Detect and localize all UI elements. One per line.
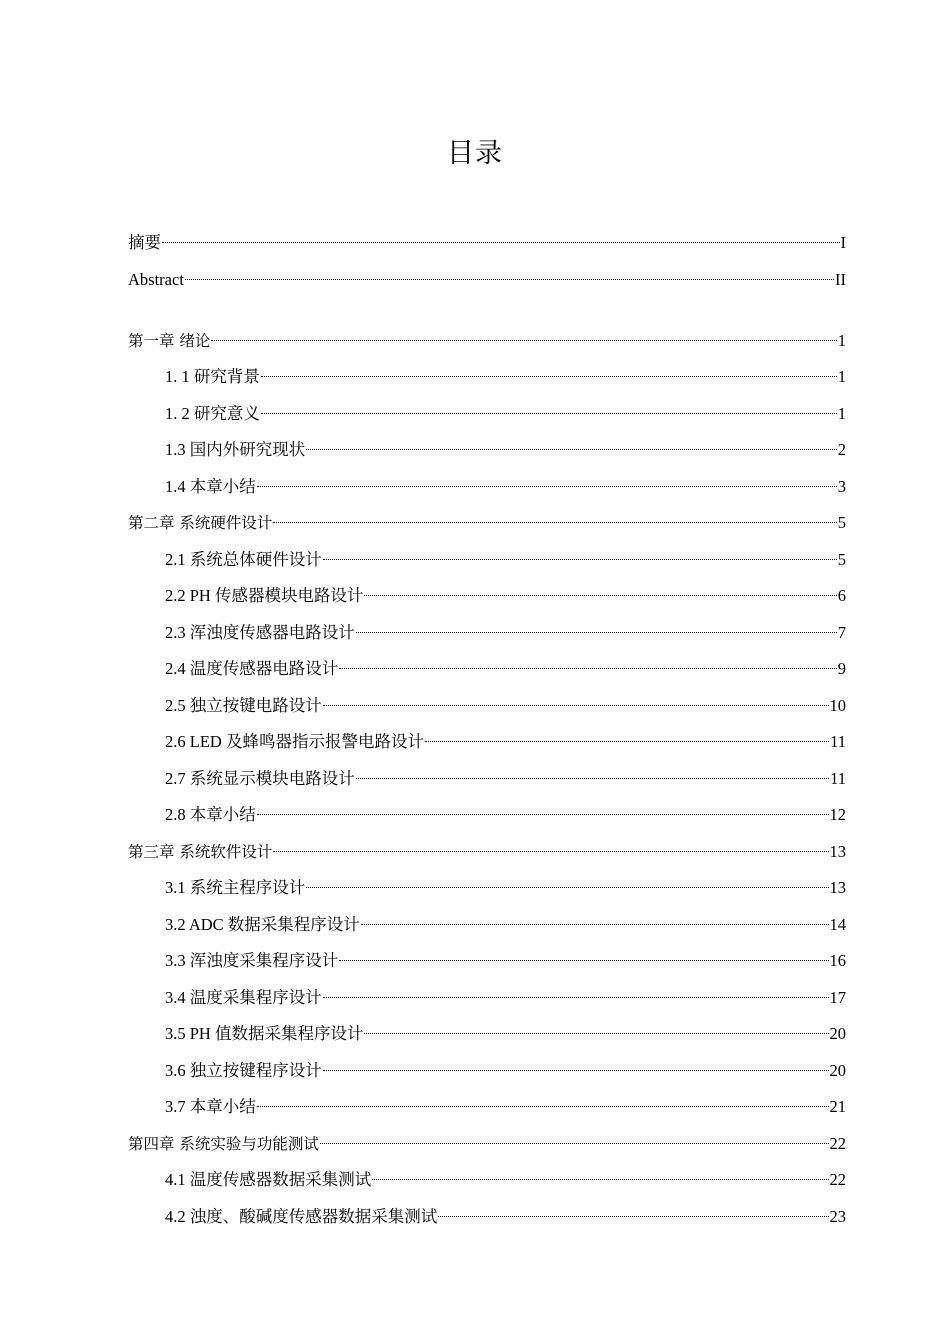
toc-entry-page-number: 11 <box>830 769 846 788</box>
toc-entry-page-number: 9 <box>837 659 846 678</box>
toc-entry[interactable] <box>165 1167 846 1193</box>
toc-dot-leader <box>162 241 840 243</box>
toc-entry-label: 2.2 PH 传感器模块电路设计 <box>165 586 364 605</box>
toc-entry-page-number: 13 <box>829 842 846 861</box>
toc-dot-leader <box>339 667 837 669</box>
toc-entry[interactable] <box>128 328 846 354</box>
toc-dot-leader <box>323 704 829 706</box>
toc-entry[interactable] <box>165 474 846 500</box>
toc-entry-label: 2.5 独立按键电路设计 <box>165 696 322 715</box>
toc-entry-label: 第四章 系统实验与功能测试 <box>128 1135 319 1153</box>
toc-dot-leader <box>372 1178 828 1180</box>
toc-entry[interactable] <box>165 912 846 938</box>
toc-entry-page-number: 23 <box>829 1207 846 1226</box>
toc-dot-leader <box>273 521 836 523</box>
toc-entry-label: 1.4 本章小结 <box>165 477 256 496</box>
toc-entry[interactable] <box>165 729 846 755</box>
toc-dot-leader <box>364 1032 828 1034</box>
toc-entry[interactable] <box>165 437 846 463</box>
toc-entry-page-number: 5 <box>837 513 846 532</box>
toc-entry-label: 2.6 LED 及蜂鸣器指示报警电路设计 <box>165 732 424 751</box>
toc-dot-leader <box>185 278 834 280</box>
toc-dot-leader <box>364 594 836 596</box>
toc-entry-label: 1. 1 研究背景 <box>165 367 260 386</box>
toc-entry-label: 第三章 系统软件设计 <box>128 843 273 861</box>
toc-entry[interactable] <box>165 766 846 792</box>
toc-entry-label: 3.6 独立按键程序设计 <box>165 1061 322 1080</box>
toc-entry-label: 3.5 PH 值数据采集程序设计 <box>165 1024 364 1043</box>
toc-entry-page-number: 1 <box>837 404 846 423</box>
toc-dot-leader <box>273 850 828 852</box>
toc-entry-page-number: 6 <box>837 586 846 605</box>
toc-entry-page-number: I <box>840 233 846 252</box>
toc-entry[interactable] <box>128 1131 846 1157</box>
toc-entry[interactable] <box>165 875 846 901</box>
toc-entry-label: 2.8 本章小结 <box>165 805 256 824</box>
toc-entry[interactable] <box>165 1021 846 1047</box>
toc-entry[interactable] <box>165 364 846 390</box>
toc-entry-page-number: II <box>835 270 846 289</box>
toc-dot-leader <box>257 813 829 815</box>
toc-entry[interactable] <box>165 401 846 427</box>
toc-entry-label: 3.1 系统主程序设计 <box>165 878 306 897</box>
toc-entry[interactable] <box>165 547 846 573</box>
toc-dot-leader <box>339 959 828 961</box>
toc-entry-label: 2.4 温度传感器电路设计 <box>165 659 339 678</box>
toc-dot-leader <box>320 1142 829 1144</box>
toc-dot-leader <box>261 375 837 377</box>
toc-entry-page-number: 10 <box>829 696 846 715</box>
toc-entry-label: 摘要 <box>128 233 161 252</box>
toc-dot-leader <box>257 485 837 487</box>
toc-dot-leader <box>356 631 837 633</box>
toc-entry-label: 第二章 系统硬件设计 <box>128 514 273 532</box>
toc-dot-leader <box>306 886 828 888</box>
toc-entry-page-number: 22 <box>829 1170 846 1189</box>
toc-entry-page-number: 2 <box>837 440 846 459</box>
toc-dot-leader <box>323 996 829 998</box>
toc-entry-page-number: 22 <box>829 1134 846 1153</box>
toc-dot-leader <box>261 412 837 414</box>
toc-entry-label: 3.2 ADC 数据采集程序设计 <box>165 915 360 934</box>
toc-entry-page-number: 11 <box>830 732 846 751</box>
toc-entry-page-number: 21 <box>829 1097 846 1116</box>
toc-entry[interactable] <box>165 693 846 719</box>
toc-entry-page-number: 1 <box>837 331 846 350</box>
toc-entry-page-number: 3 <box>837 477 846 496</box>
toc-entry[interactable] <box>165 583 846 609</box>
toc-entry-label: 3.4 温度采集程序设计 <box>165 988 322 1007</box>
toc-entry-label: 第一章 绪论 <box>128 332 211 350</box>
page-title: 目录 <box>447 138 503 169</box>
toc-entry[interactable] <box>165 656 846 682</box>
toc-entry-page-number: 16 <box>829 951 846 970</box>
toc-entry-label: 3.7 本章小结 <box>165 1097 256 1116</box>
toc-entry[interactable] <box>165 1204 846 1230</box>
toc-entry-page-number: 5 <box>837 550 846 569</box>
toc-entry[interactable] <box>128 230 846 256</box>
toc-entry-label: 4.1 温度传感器数据采集测试 <box>165 1170 372 1189</box>
toc-entry-label: 1. 2 研究意义 <box>165 404 260 423</box>
toc-entry-label: 2.1 系统总体硬件设计 <box>165 550 322 569</box>
toc-entry[interactable] <box>165 1094 846 1120</box>
toc-entry-page-number: 20 <box>829 1024 846 1043</box>
toc-entry[interactable] <box>165 1058 846 1084</box>
toc-entry-label: 3.3 浑浊度采集程序设计 <box>165 951 339 970</box>
toc-entry[interactable] <box>165 802 846 828</box>
toc-entry-page-number: 20 <box>829 1061 846 1080</box>
toc-entry-page-number: 12 <box>829 805 846 824</box>
toc-dot-leader <box>361 923 829 925</box>
toc-entry-label: 2.3 浑浊度传感器电路设计 <box>165 623 355 642</box>
toc-dot-leader <box>306 448 837 450</box>
toc-entry-page-number: 13 <box>829 878 846 897</box>
toc-entry-page-number: 14 <box>829 915 846 934</box>
toc-entry[interactable] <box>128 510 846 536</box>
toc-entry[interactable] <box>165 948 846 974</box>
toc-entry-page-number: 17 <box>829 988 846 1007</box>
toc-dot-leader <box>425 740 829 742</box>
toc-entry-label: 1.3 国内外研究现状 <box>165 440 306 459</box>
toc-dot-leader <box>257 1105 829 1107</box>
toc-entry-label: 2.7 系统显示模块电路设计 <box>165 769 355 788</box>
toc-entry[interactable] <box>165 985 846 1011</box>
toc-entry-page-number: 7 <box>837 623 846 642</box>
toc-entry[interactable] <box>165 620 846 646</box>
toc-entry-label: Abstract <box>128 270 184 289</box>
toc-dot-leader <box>323 1069 829 1071</box>
toc-entry[interactable] <box>128 839 846 865</box>
toc-dot-leader <box>323 558 837 560</box>
toc-entry[interactable] <box>128 267 846 293</box>
toc-entry-page-number: 1 <box>837 367 846 386</box>
toc-entry-label: 4.2 浊度、酸碱度传感器数据采集测试 <box>165 1207 438 1226</box>
toc-dot-leader <box>438 1215 828 1217</box>
toc-dot-leader <box>356 777 829 779</box>
toc-dot-leader <box>211 339 836 341</box>
